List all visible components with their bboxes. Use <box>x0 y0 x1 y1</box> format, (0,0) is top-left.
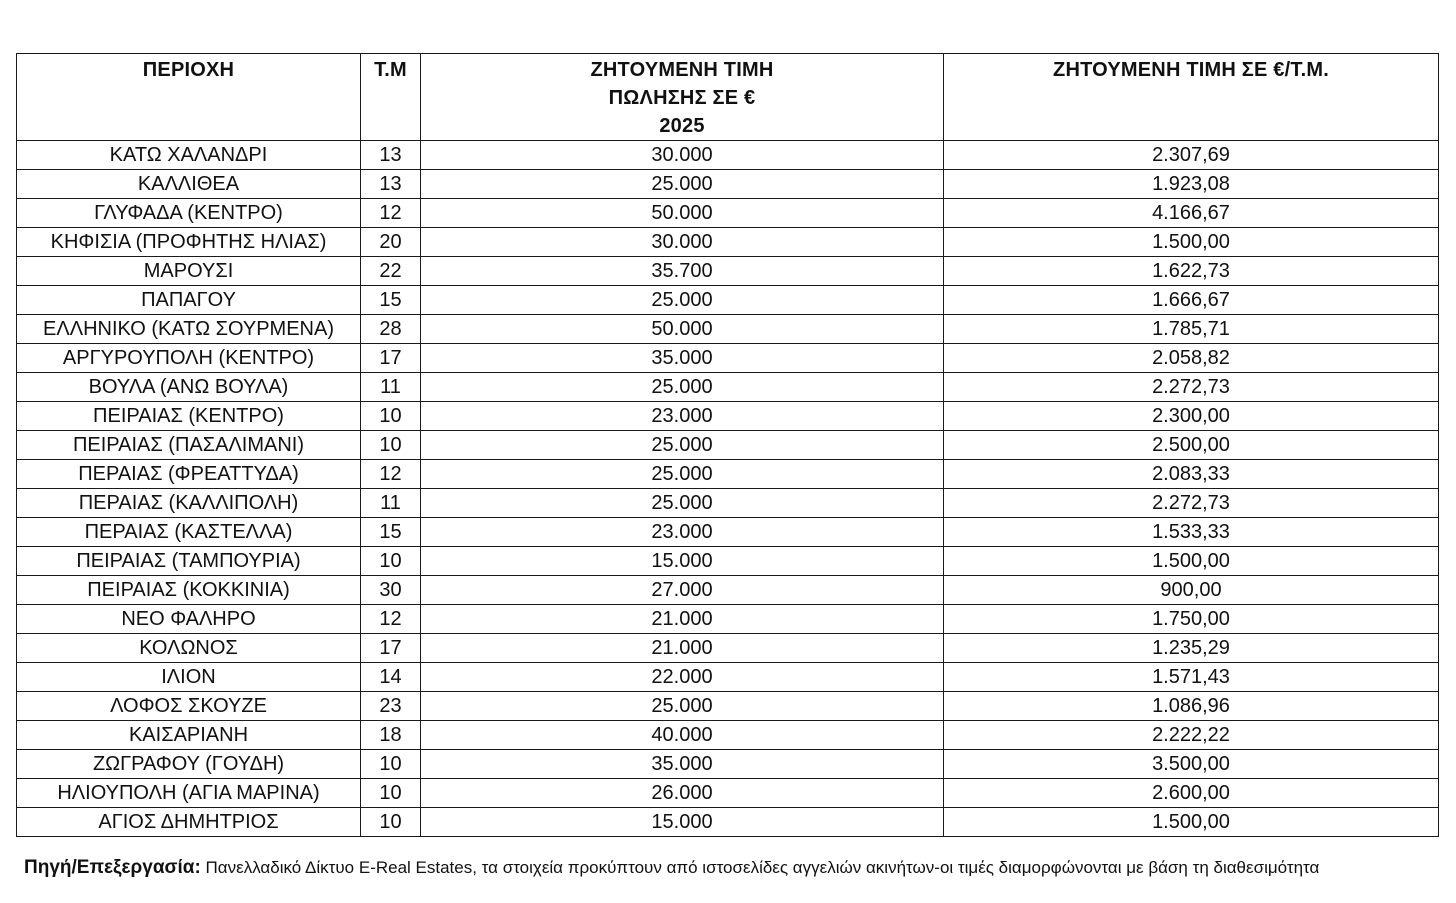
header-price-per-sqm <box>944 54 1439 141</box>
cell-price-per-sqm: 1.500,00 <box>944 547 1439 576</box>
cell-price-per-sqm: 2.083,33 <box>944 460 1439 489</box>
table-row <box>17 547 1439 576</box>
cell-price: 25.000 <box>421 489 944 518</box>
cell-area: ΠΕΙΡΑΙΑΣ (ΠΑΣΑΛΙΜΑΝΙ) <box>17 431 361 460</box>
cell-sqm: 30 <box>361 576 421 605</box>
table-row <box>17 228 1439 257</box>
cell-sqm: 10 <box>361 808 421 837</box>
cell-price-per-sqm: 1.666,67 <box>944 286 1439 315</box>
cell-price-per-sqm: 1.533,33 <box>944 518 1439 547</box>
table-row <box>17 141 1439 170</box>
header-area <box>17 54 361 141</box>
header-area-label: ΠΕΡΙΟΧΗ <box>142 59 235 81</box>
cell-price-per-sqm: 2.307,69 <box>944 141 1439 170</box>
cell-area: ΝΕΟ ΦΑΛΗΡΟ <box>17 605 361 634</box>
cell-price-per-sqm: 2.300,00 <box>944 402 1439 431</box>
table-row <box>17 460 1439 489</box>
cell-price: 25.000 <box>421 286 944 315</box>
table-row <box>17 170 1439 199</box>
table-row <box>17 402 1439 431</box>
cell-area: ΠΕΙΡΑΙΑΣ (ΚΕΝΤΡΟ) <box>17 402 361 431</box>
table-row <box>17 750 1439 779</box>
cell-sqm: 17 <box>361 634 421 663</box>
cell-price: 35.700 <box>421 257 944 286</box>
cell-area: ΖΩΓΡΑΦΟΥ (ΓΟΥΔΗ) <box>17 750 361 779</box>
cell-price: 21.000 <box>421 634 944 663</box>
table-row <box>17 257 1439 286</box>
header-row <box>17 54 1439 141</box>
cell-price: 30.000 <box>421 228 944 257</box>
cell-area: ΠΕΙΡΑΙΑΣ (ΚΟΚΚΙΝΙΑ) <box>17 576 361 605</box>
source-note <box>24 856 1319 880</box>
cell-price-per-sqm: 4.166,67 <box>944 199 1439 228</box>
cell-area: ΚΟΛΩΝΟΣ <box>17 634 361 663</box>
cell-price: 40.000 <box>421 721 944 750</box>
cell-price: 23.000 <box>421 402 944 431</box>
cell-price-per-sqm: 1.571,43 <box>944 663 1439 692</box>
table-body <box>17 141 1439 837</box>
header-price-line2: ΠΩΛΗΣΗΣ ΣΕ € <box>608 87 756 109</box>
cell-price-per-sqm: 1.622,73 <box>944 257 1439 286</box>
cell-area: ΚΗΦΙΣΙΑ (ΠΡΟΦΗΤΗΣ ΗΛΙΑΣ) <box>17 228 361 257</box>
source-label: Πηγή/Επεξεργασία: <box>24 857 201 878</box>
cell-price-per-sqm: 900,00 <box>944 576 1439 605</box>
cell-area: ΑΓΙΟΣ ΔΗΜΗΤΡΙΟΣ <box>17 808 361 837</box>
cell-price-per-sqm: 2.272,73 <box>944 373 1439 402</box>
cell-area: ΚΑΤΩ ΧΑΛΑΝΔΡΙ <box>17 141 361 170</box>
cell-price-per-sqm: 1.235,29 <box>944 634 1439 663</box>
cell-price: 22.000 <box>421 663 944 692</box>
cell-price: 27.000 <box>421 576 944 605</box>
source-text: Πανελλαδικό Δίκτυο E-Real Estates, τα στοιχεία προκύπτουν από ιστοσελίδες αγγελιών ακινήτων-οι τιμές διαμορφώνονται με βάση τη διαθεσιμότητα <box>200 858 1320 877</box>
header-sqm <box>361 54 421 141</box>
cell-price: 25.000 <box>421 692 944 721</box>
cell-price-per-sqm: 1.785,71 <box>944 315 1439 344</box>
table-row <box>17 518 1439 547</box>
cell-price-per-sqm: 2.058,82 <box>944 344 1439 373</box>
cell-sqm: 17 <box>361 344 421 373</box>
cell-area: ΓΛΥΦΑΔΑ (ΚΕΝΤΡΟ) <box>17 199 361 228</box>
cell-price-per-sqm: 1.923,08 <box>944 170 1439 199</box>
cell-price: 23.000 <box>421 518 944 547</box>
table-row <box>17 344 1439 373</box>
cell-sqm: 10 <box>361 431 421 460</box>
cell-area: ΠΑΠΑΓΟΥ <box>17 286 361 315</box>
table-row <box>17 721 1439 750</box>
cell-sqm: 20 <box>361 228 421 257</box>
cell-price-per-sqm: 3.500,00 <box>944 750 1439 779</box>
cell-price: 15.000 <box>421 547 944 576</box>
cell-sqm: 22 <box>361 257 421 286</box>
cell-sqm: 12 <box>361 460 421 489</box>
cell-price-per-sqm: 1.750,00 <box>944 605 1439 634</box>
header-sqm-label: Τ.Μ <box>374 59 407 81</box>
cell-sqm: 14 <box>361 663 421 692</box>
cell-price: 25.000 <box>421 431 944 460</box>
cell-price: 26.000 <box>421 779 944 808</box>
table-row <box>17 605 1439 634</box>
table-row <box>17 634 1439 663</box>
table-row <box>17 576 1439 605</box>
cell-area: ΠΕΡΑΙΑΣ (ΚΑΛΛΙΠΟΛΗ) <box>17 489 361 518</box>
cell-price-per-sqm: 1.086,96 <box>944 692 1439 721</box>
cell-sqm: 13 <box>361 170 421 199</box>
cell-sqm: 13 <box>361 141 421 170</box>
table-row <box>17 779 1439 808</box>
cell-sqm: 10 <box>361 547 421 576</box>
cell-area: ΒΟΥΛΑ (ΑΝΩ ΒΟΥΛΑ) <box>17 373 361 402</box>
cell-area: ΕΛΛΗΝΙΚΟ (ΚΑΤΩ ΣΟΥΡΜΕΝΑ) <box>17 315 361 344</box>
cell-price: 50.000 <box>421 315 944 344</box>
table-row <box>17 431 1439 460</box>
cell-price-per-sqm: 2.500,00 <box>944 431 1439 460</box>
table-row <box>17 286 1439 315</box>
cell-sqm: 11 <box>361 373 421 402</box>
cell-area: ΛΟΦΟΣ ΣΚΟΥΖΕ <box>17 692 361 721</box>
cell-price-per-sqm: 1.500,00 <box>944 808 1439 837</box>
cell-price-per-sqm: 1.500,00 <box>944 228 1439 257</box>
cell-area: ΗΛΙΟΥΠΟΛΗ (ΑΓΙΑ ΜΑΡΙΝΑ) <box>17 779 361 808</box>
cell-price: 21.000 <box>421 605 944 634</box>
header-price-line3: 2025 <box>659 115 705 137</box>
cell-price-per-sqm: 2.222,22 <box>944 721 1439 750</box>
cell-area: ΚΑΙΣΑΡΙΑΝΗ <box>17 721 361 750</box>
cell-sqm: 12 <box>361 605 421 634</box>
cell-sqm: 15 <box>361 518 421 547</box>
table-row <box>17 315 1439 344</box>
header-price-line1: ΖΗΤΟΥΜΕΝΗ ΤΙΜΗ <box>590 59 774 81</box>
cell-area: ΠΕΡΑΙΑΣ (ΚΑΣΤΕΛΛΑ) <box>17 518 361 547</box>
cell-area: ΚΑΛΛΙΘΕΑ <box>17 170 361 199</box>
cell-sqm: 18 <box>361 721 421 750</box>
table-row <box>17 199 1439 228</box>
cell-area: ΑΡΓΥΡΟΥΠΟΛΗ (ΚΕΝΤΡΟ) <box>17 344 361 373</box>
table-header <box>17 54 1439 141</box>
cell-price: 25.000 <box>421 170 944 199</box>
cell-sqm: 10 <box>361 779 421 808</box>
table-row <box>17 373 1439 402</box>
cell-price: 50.000 <box>421 199 944 228</box>
table-row <box>17 808 1439 837</box>
cell-sqm: 10 <box>361 402 421 431</box>
cell-area: ΠΕΡΑΙΑΣ (ΦΡΕΑΤΤΥΔΑ) <box>17 460 361 489</box>
cell-sqm: 15 <box>361 286 421 315</box>
cell-price: 35.000 <box>421 344 944 373</box>
cell-price: 25.000 <box>421 373 944 402</box>
cell-sqm: 11 <box>361 489 421 518</box>
cell-sqm: 28 <box>361 315 421 344</box>
cell-area: ΙΛΙΟΝ <box>17 663 361 692</box>
cell-price-per-sqm: 2.600,00 <box>944 779 1439 808</box>
cell-price: 35.000 <box>421 750 944 779</box>
table-row <box>17 489 1439 518</box>
cell-sqm: 23 <box>361 692 421 721</box>
cell-area: ΠΕΙΡΑΙΑΣ (ΤΑΜΠΟΥΡΙΑ) <box>17 547 361 576</box>
cell-area: ΜΑΡΟΥΣΙ <box>17 257 361 286</box>
header-price <box>421 54 944 141</box>
price-table <box>16 53 1439 837</box>
cell-sqm: 10 <box>361 750 421 779</box>
cell-price-per-sqm: 2.272,73 <box>944 489 1439 518</box>
cell-sqm: 12 <box>361 199 421 228</box>
table-row <box>17 692 1439 721</box>
table-row <box>17 663 1439 692</box>
cell-price: 15.000 <box>421 808 944 837</box>
header-price-per-sqm-label: ΖΗΤΟΥΜΕΝΗ ΤΙΜΗ ΣΕ €/Τ.Μ. <box>1053 59 1329 81</box>
cell-price: 30.000 <box>421 141 944 170</box>
cell-price: 25.000 <box>421 460 944 489</box>
